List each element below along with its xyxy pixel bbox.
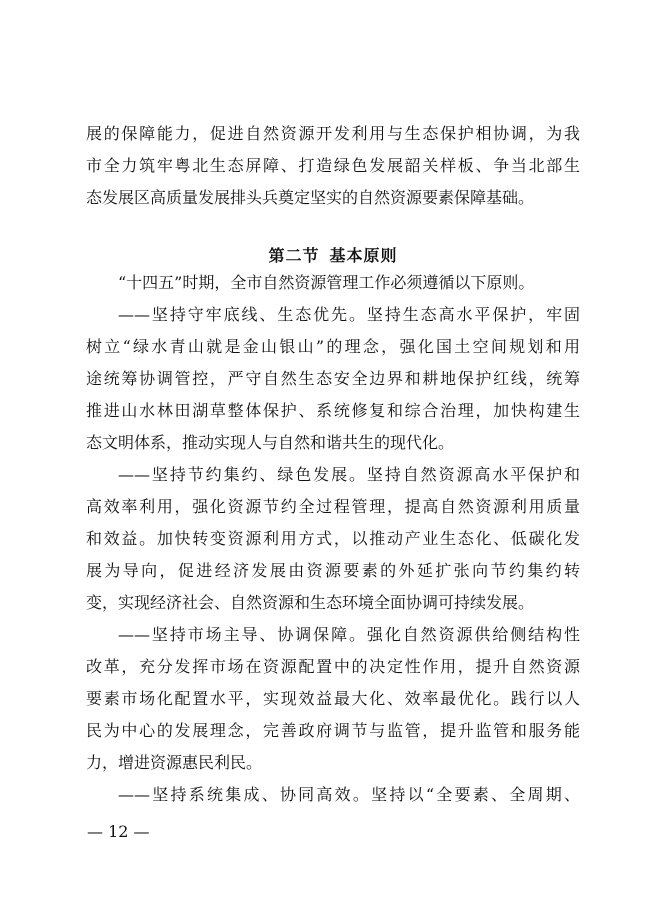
text-line: 市全力筑牢粤北生态屏障、打造绿色发展韶关样板、争当北部生 <box>86 156 580 175</box>
text-line: 要素市场化配置水平，实现效益最大化、效率最优化。践行以人 <box>86 689 580 708</box>
text-line: 力，增进资源惠民利民。 <box>86 753 263 772</box>
text-line: 树立“绿水青山就是金山银山”的理念，强化国土空间规划和用 <box>86 337 580 356</box>
text-line: 展的保障能力，促进自然资源开发利用与生态保护相协调，为我 <box>86 124 580 143</box>
text-line: 展为导向，促进经济发展由资源要素的外延扩张向节约集约转 <box>86 561 580 580</box>
text-line: 民为中心的发展理念，完善政府调节与监管，提升监管和服务能 <box>86 721 580 740</box>
text-line: ——坚持市场主导、协调保障。强化自然资源供给侧结构性 <box>118 625 580 644</box>
text-line: 高效率利用，强化资源节约全过程管理，提高自然资源利用质量 <box>86 497 580 516</box>
page-number: — 12 — <box>87 822 150 841</box>
text-line: 途统筹协调管控，严守自然生态安全边界和耕地保护红线，统筹 <box>86 369 580 388</box>
text-line: ——坚持守牢底线、生态优先。坚持生态高水平保护，牢固 <box>118 305 580 324</box>
text-line: “十四五”时期，全市自然资源管理工作必须遵循以下原则。 <box>118 273 535 292</box>
text-line: 态文明体系，推动实现人与自然和谐共生的现代化。 <box>86 433 455 452</box>
text-line: 改革，充分发挥市场在资源配置中的决定性作用，提升自然资源 <box>86 657 580 676</box>
text-line: ——坚持系统集成、协同高效。坚持以“全要素、全周期、 <box>118 785 580 804</box>
text-line: 和效益。加快转变资源利用方式，以推动产业生态化、低碳化发 <box>86 529 580 548</box>
section-heading <box>86 244 580 268</box>
body-text <box>86 267 580 811</box>
text-line: 态发展区高质量发展排头兵奠定坚实的自然资源要素保障基础。 <box>86 188 535 207</box>
section-title: 基本原则 <box>329 246 398 265</box>
text-line: ——坚持节约集约、绿色发展。坚持自然资源高水平保护和 <box>118 465 580 484</box>
section-number: 第二节 <box>268 246 320 265</box>
intro-paragraph <box>86 118 580 214</box>
text-line: 变，实现经济社会、自然资源和生态环境全面协调可持续发展。 <box>86 593 535 612</box>
text-line: 推进山水林田湖草整体保护、系统修复和综合治理，加快构建生 <box>86 401 580 420</box>
